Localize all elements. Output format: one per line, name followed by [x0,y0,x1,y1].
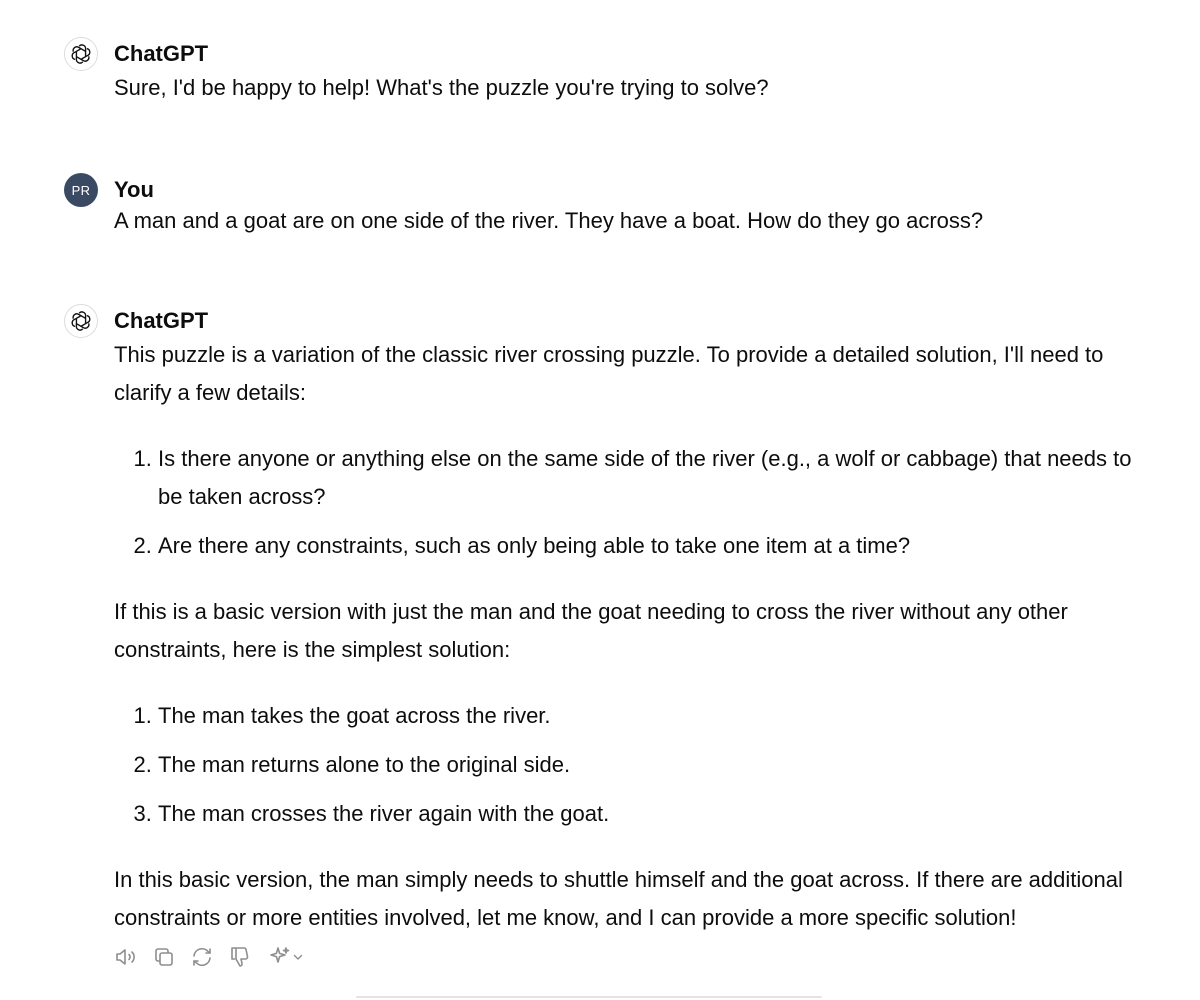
sparkle-model-icon [268,945,292,969]
message-content [114,39,1144,107]
openai-logo-icon [70,43,92,65]
thumbs-down-icon [228,945,252,969]
list-item: 1. The man takes the goat across the river. [158,697,1144,735]
switch-model-button[interactable] [266,945,306,969]
message-content [114,306,1144,969]
message-author: You [114,177,154,202]
assistant-message [64,35,1144,107]
middle-paragraph: If this is a basic version with just the man and the goat needing to cross the river without any other constraints, here is the simplest solution: [114,599,1068,662]
steps-list [114,697,1144,833]
read-aloud-icon [114,945,138,969]
copy-icon [152,945,176,969]
read-aloud-button[interactable] [114,945,138,969]
user-avatar-initials: PR [71,182,91,198]
list-item: 2. The man returns alone to the original side. [158,746,1144,784]
assistant-message [64,302,1144,969]
chatgpt-avatar [64,304,98,338]
bad-response-button[interactable] [228,945,252,969]
list-item: 1. Is there anyone or anything else on the same side of the river (e.g., a wolf or cabbage) that needs to be taken across? [158,440,1144,516]
message-author: ChatGPT [114,308,209,333]
openai-logo-icon [70,310,92,332]
user-avatar [64,173,98,207]
intro-paragraph: This puzzle is a variation of the classic river crossing puzzle. To provide a detailed solution, I'll need to clarify a few details: [114,342,1104,405]
list-item: 3. The man crosses the river again with the goat. [158,795,1144,833]
questions-list [114,440,1144,565]
copy-button[interactable] [152,945,176,969]
conclusion-paragraph: In this basic version, the man simply needs to shuttle himself and the goat across. If there are additional constraints or more entities involved, let me know, and I can provide a more specific solution! [114,867,1123,930]
chevron-down-icon [292,951,304,963]
user-message [64,171,1144,235]
regenerate-button[interactable] [190,945,214,969]
message-text: Sure, I'd be happy to help! What's the puzzle you're trying to solve? [114,75,769,100]
message-content [114,175,1144,235]
list-item: 2. Are there any constraints, such as only being able to take one item at a time? [158,527,1144,565]
composer-top-edge [356,996,822,998]
message-text: A man and a goat are on one side of the river. They have a boat. How do they go across? [114,208,984,233]
message-author: ChatGPT [114,41,209,66]
chatgpt-avatar [64,37,98,71]
regenerate-icon [190,945,214,969]
message-actions [114,945,1144,969]
